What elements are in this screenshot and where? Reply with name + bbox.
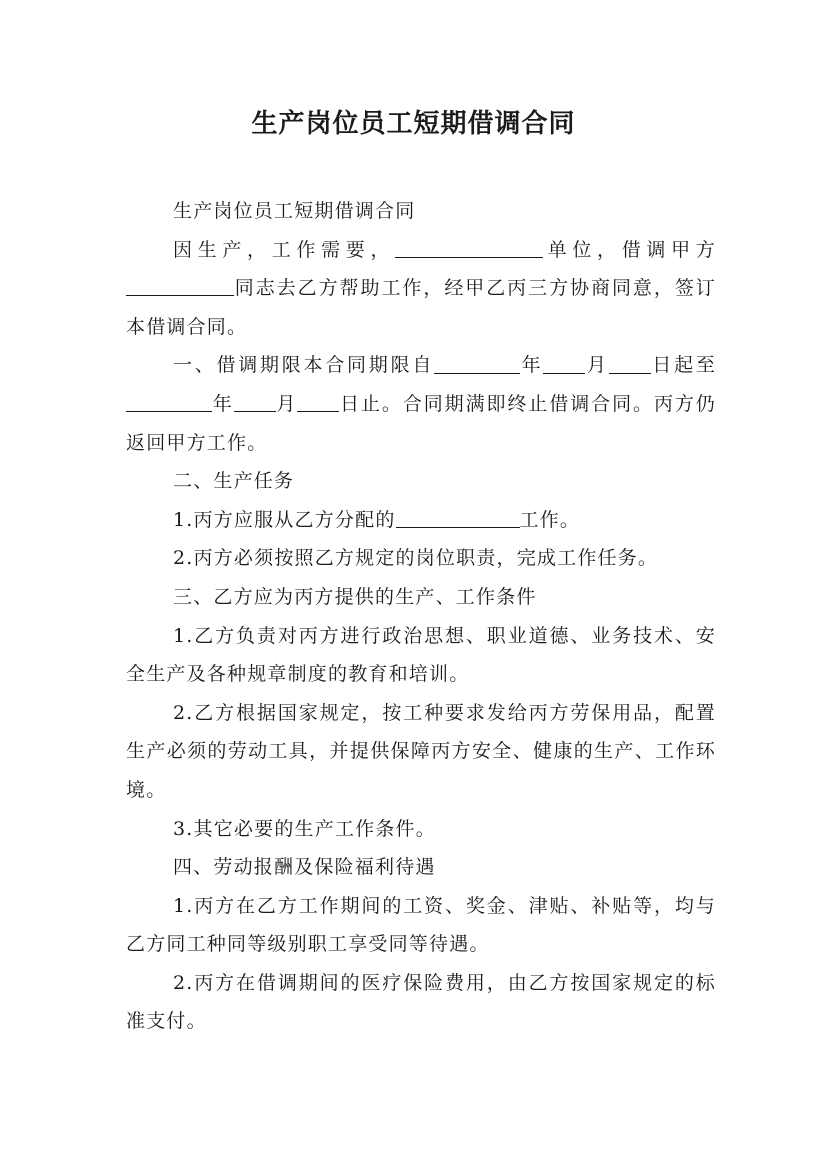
paragraph-condition-1: 1.乙方负责对丙方进行政治思想、职业道德、业务技术、安全生产及各种规章制度的教育和培训。 [126, 624, 716, 686]
document-title: 生产岗位员工短期借调合同 [251, 109, 576, 139]
paragraph-pay-2: 2.丙方在借调期间的医疗保险费用，由乙方按国家规定的标准支付。 [126, 971, 716, 1033]
name-blank [126, 276, 234, 297]
start-day-blank [609, 353, 651, 374]
term-text-e: 年 [212, 392, 234, 415]
section-heading-tasks: 二、生产任务 [173, 470, 295, 493]
paragraph-term [126, 346, 716, 462]
paragraph-heading: 生产岗位员工短期借调合同 [173, 200, 416, 222]
unit-blank [395, 237, 543, 258]
term-text-a: 一、借调期限本合同期限自 [173, 354, 435, 377]
intro-text-b: 单位，借调甲方 [543, 238, 716, 261]
start-month-blank [543, 353, 585, 374]
term-text-f: 月 [275, 392, 298, 415]
start-year-blank [434, 353, 520, 374]
paragraph-condition-2: 2.乙方根据国家规定，按工种要求发给丙方劳保用品，配置生产必须的劳动工具，并提供保障丙方安全、健康的生产、工作环境。 [126, 701, 716, 801]
term-text-g: 日止。合同期满即终止借调合同。丙方仍返回甲方工作。 [126, 392, 716, 454]
end-day-blank [297, 391, 339, 412]
task-text-b: 工作。 [519, 508, 581, 531]
paragraph-condition-3: 3.其它必要的生产工作条件。 [173, 817, 436, 840]
paragraph-task-2: 2.丙方必须按照乙方规定的岗位职责，完成工作任务。 [173, 547, 659, 570]
term-text-c: 月 [585, 354, 609, 377]
task-blank [396, 507, 520, 528]
paragraph-pay-1: 1.丙方在乙方工作期间的工资、奖金、津贴、补贴等，均与乙方同工种同等级别职工享受同等待遇。 [126, 894, 716, 956]
paragraph-intro [126, 231, 716, 347]
paragraph-task-1 [126, 501, 716, 540]
section-heading-conditions: 三、乙方应为丙方提供的生产、工作条件 [173, 585, 537, 608]
task-text-a: 1.丙方应服从乙方分配的 [173, 508, 396, 531]
section-heading-pay: 四、劳动报酬及保险福利待遇 [173, 856, 436, 879]
term-text-d: 日起至 [650, 354, 717, 377]
end-year-blank [126, 391, 212, 412]
end-month-blank [234, 391, 276, 412]
term-text-b: 年 [520, 354, 544, 377]
intro-text-a: 因生产，工作需要， [173, 238, 396, 261]
intro-text-c: 同志去乙方帮助工作，经甲乙丙三方协商同意，签订本借调合同。 [126, 277, 716, 338]
document-body [126, 192, 716, 1041]
